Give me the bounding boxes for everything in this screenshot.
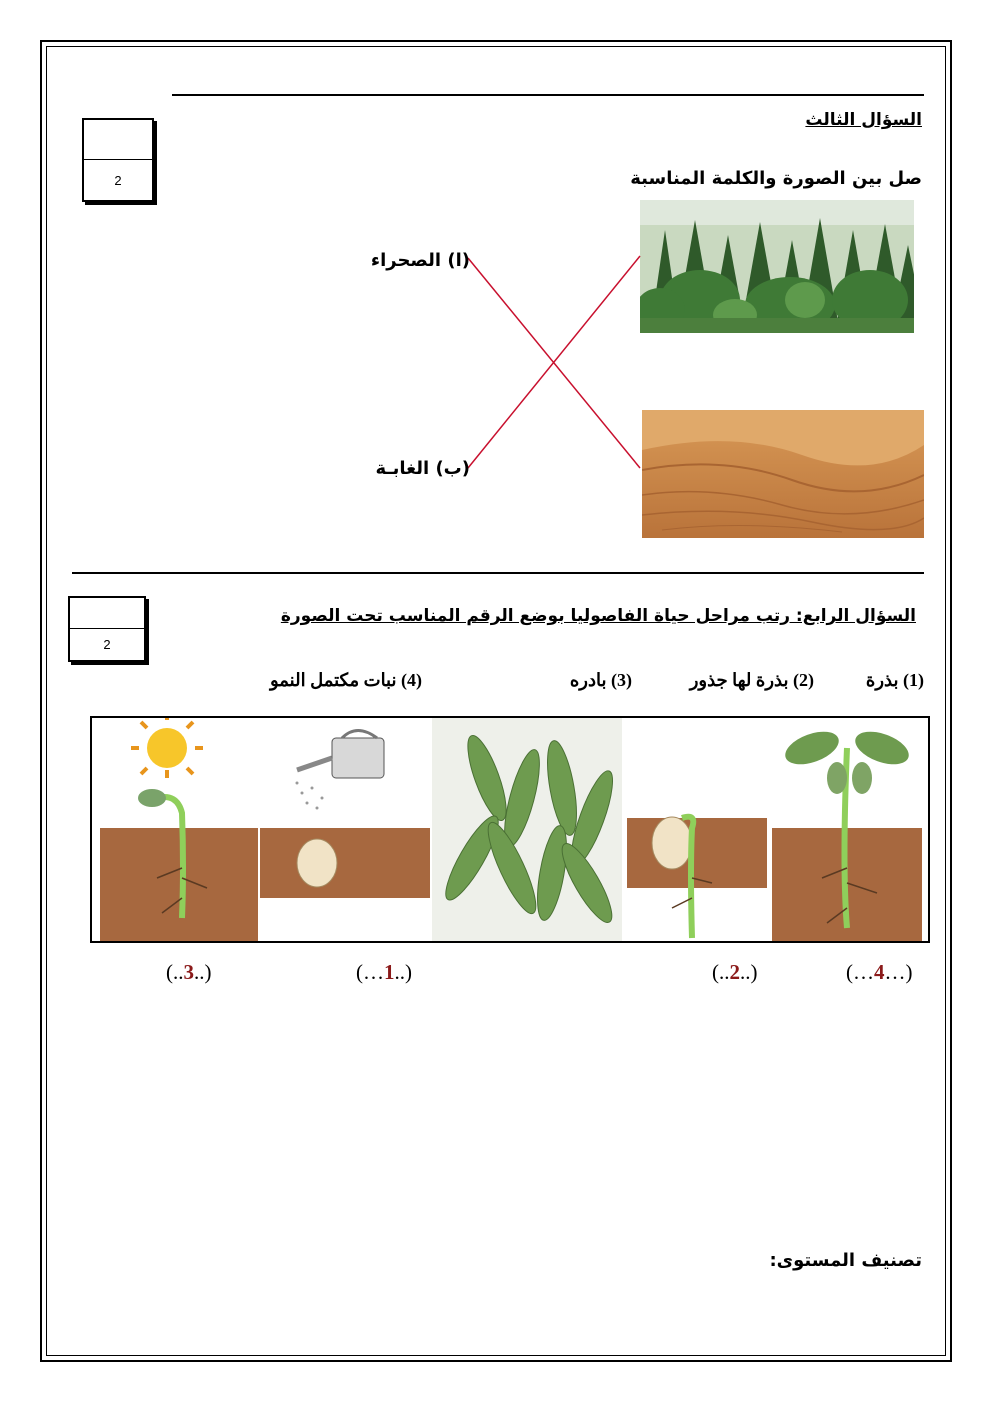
option-b-label: (ب) الغابـة (375, 458, 470, 479)
seedling-sun-picture (100, 718, 258, 941)
q3-instruction: صل بين الصورة والكلمة المناسبة (630, 168, 922, 189)
option-a-label: (ا) الصحراء (370, 250, 470, 271)
answer-under-seed (356, 960, 412, 985)
seed-with-roots-picture (627, 817, 767, 938)
answer-open: (… (356, 960, 384, 984)
middle-divider (72, 572, 924, 574)
answer-open: (.. (166, 960, 184, 984)
answer-number[interactable]: 1 (384, 960, 395, 984)
q4-score-box (68, 596, 146, 662)
seed-watering-picture (260, 731, 430, 899)
answer-close: ..) (194, 960, 212, 984)
mature-plant-picture (772, 725, 922, 941)
answer-under-seedling (166, 960, 212, 985)
level-classification-label: تصنيف المستوى: (769, 1250, 922, 1271)
stage-2: (2) بذرة لها جذور (689, 670, 814, 690)
answer-number[interactable]: 3 (183, 960, 194, 984)
q3-score-max: 2 (114, 172, 122, 188)
matching-lines (0, 0, 992, 600)
stage-4: (4) نبات مكتمل النمو (269, 670, 422, 690)
answer-number[interactable]: 2 (729, 960, 740, 984)
bean-pods-picture (432, 718, 622, 941)
answer-close: ..) (740, 960, 758, 984)
answer-number[interactable]: 4 (874, 960, 885, 984)
bean-stages-strip (90, 716, 930, 943)
answer-under-mature-plant (846, 960, 913, 985)
q4-score-max: 2 (103, 637, 111, 652)
q4-score-earned (70, 598, 144, 629)
answer-close: …) (884, 960, 913, 984)
answer-open: (.. (712, 960, 730, 984)
q3-title: السؤال الثالث (805, 110, 922, 130)
answer-under-seed-with-roots (712, 960, 758, 985)
stage-1: (1) بذرة (865, 670, 924, 690)
answer-close: ..) (394, 960, 412, 984)
stage-3: (3) بادره (569, 670, 632, 690)
answer-open: (… (846, 960, 874, 984)
q4-title: السؤال الرابع: رتب مراحل حياة الفاصوليا بوضع الرقم المناسب تحت الصورة (280, 606, 916, 626)
